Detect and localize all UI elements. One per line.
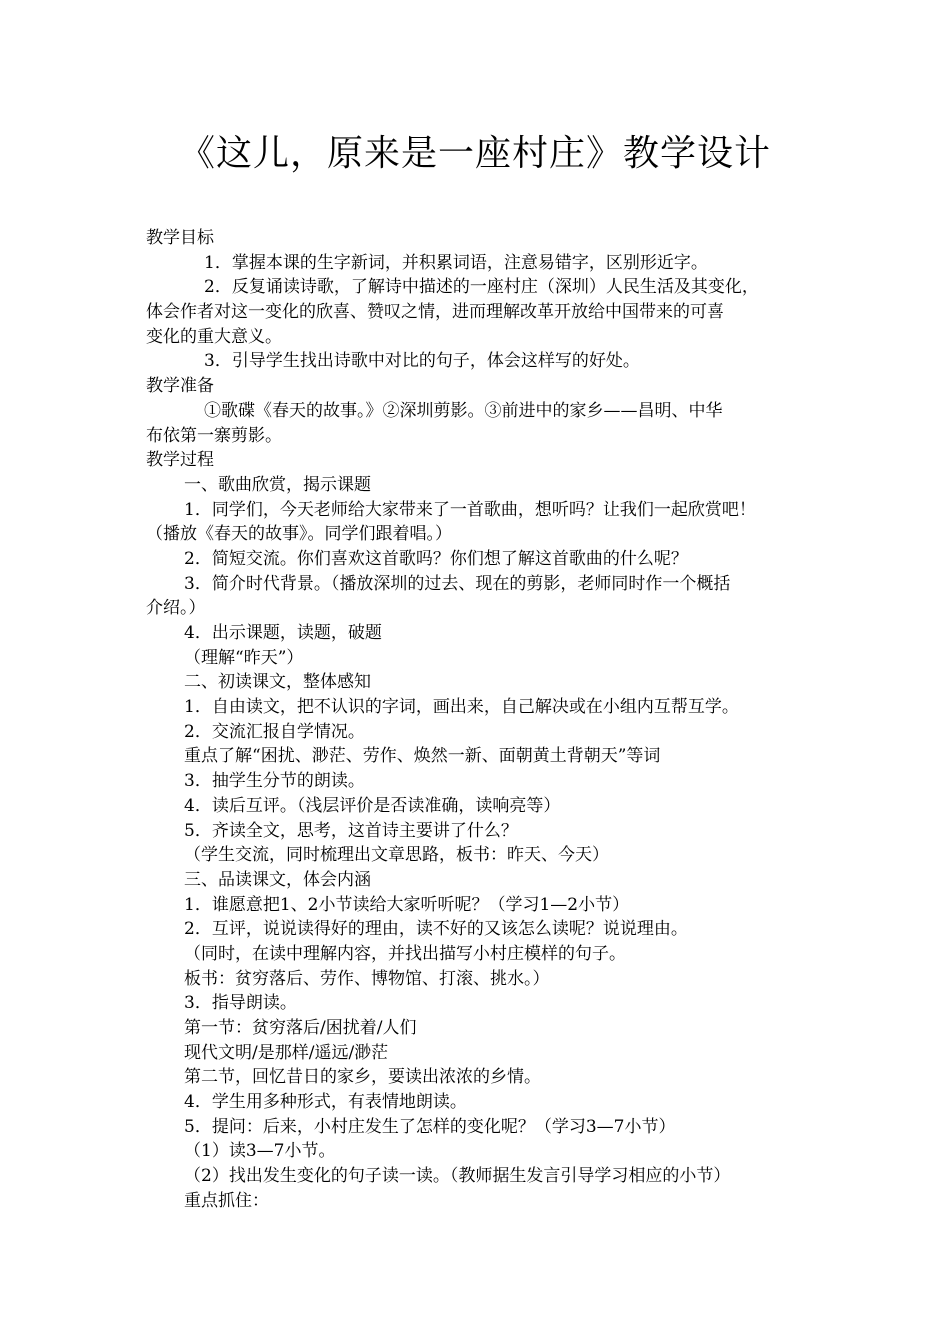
text-line: （播放《春天的故事》。同学们跟着唱。） [146, 524, 452, 545]
text-line: ①歌碟《春天的故事。》②深圳剪影。③前进中的家乡——昌明、中华 [204, 400, 723, 421]
text-line: 4．出示课题，读题，破题 [184, 623, 382, 643]
text-line: 重点了解“困扰、渺茫、劳作、焕然一新、面朝黄土背朝天”等词 [184, 746, 661, 767]
text-line: 5．齐读全文，思考，这首诗主要讲了什么？ [184, 820, 518, 841]
text-line: 2．交流汇报自学情况。 [184, 721, 365, 742]
text-line: 2．反复诵读诗歌，了解诗中描述的一座村庄（深圳）人民生活及其变化， [204, 277, 759, 298]
text-line: 5．提问：后来，小村庄发生了怎样的变化呢？（学习3—7小节） [184, 1116, 676, 1137]
text-line: 板书：贫穷落后、劳作、博物馆、打滚、挑水。） [184, 968, 550, 989]
text-line: 布依第一寨剪影。 [146, 425, 282, 446]
text-line: 第二节，回忆昔日的家乡，要读出浓浓的乡情。 [184, 1067, 541, 1088]
text-line: 1．同学们，今天老师给大家带来了一首歌曲，想听吗？让我们一起欣赏吧！ [184, 499, 756, 520]
text-line: 教学过程 [146, 450, 214, 471]
text-line: 体会作者对这一变化的欣喜、赞叹之情，进而理解改革开放给中国带来的可喜 [146, 302, 724, 323]
text-line: 变化的重大意义。 [146, 326, 282, 347]
text-line: 3．指导朗读。 [184, 993, 297, 1014]
text-line: 2．简短交流。你们喜欢这首歌吗？你们想了解这首歌曲的什么呢？ [184, 548, 688, 569]
text-line: 3．抽学生分节的朗读。 [184, 771, 365, 792]
text-line: 2．互评，说说读得好的理由，读不好的又该怎么读呢？说说理由。 [184, 919, 688, 940]
text-line: 3．引导学生找出诗歌中对比的句子，体会这样写的好处。 [204, 351, 640, 372]
text-line: 一、歌曲欣赏，揭示课题 [184, 474, 371, 495]
text-line: （学生交流，同时梳理出文章思路，板书：昨天、今天） [184, 845, 609, 866]
document-title: 《这儿，原来是一座村庄》教学设计 [178, 133, 771, 174]
text-line: 3．简介时代背景。（播放深圳的过去、现在的剪影，老师同时作一个概括 [184, 573, 731, 594]
document-body [146, 226, 826, 1214]
text-line: 1．谁愿意把1、2小节读给大家听听呢？（学习1—2小节） [184, 894, 630, 915]
text-line: （2）找出发生变化的句子读一读。（教师据生发言引导学习相应的小节） [184, 1166, 731, 1187]
text-line: 二、初读课文，整体感知 [184, 672, 371, 693]
text-line: 教学准备 [146, 376, 214, 397]
text-line: （同时，在读中理解内容，并找出描写小村庄模样的句子。 [184, 943, 626, 964]
text-line: 1．自由读文，把不认识的字词，画出来，自己解决或在小组内互帮互学。 [184, 697, 739, 718]
text-line: 三、品读课文，体会内涵 [184, 869, 371, 890]
text-line: 现代文明/是那样/遥远/渺茫 [184, 1042, 389, 1063]
text-line: 第一节：贫穷落后/困扰着/人们 [184, 1018, 417, 1038]
text-line: （理解“昨天”） [184, 647, 304, 668]
text-line: 4．读后互评。（浅层评价是否读准确，读响亮等） [184, 795, 561, 816]
text-line: 1．掌握本课的生字新词，并积累词语，注意易错字，区别形近字。 [204, 252, 708, 273]
text-line: （1）读3—7小节。 [184, 1141, 336, 1162]
text-line: 介绍。） [146, 598, 206, 619]
text-line: 4．学生用多种形式，有表情地朗读。 [184, 1092, 467, 1113]
text-line: 教学目标 [146, 228, 214, 248]
text-line: 重点抓住： [184, 1190, 269, 1211]
